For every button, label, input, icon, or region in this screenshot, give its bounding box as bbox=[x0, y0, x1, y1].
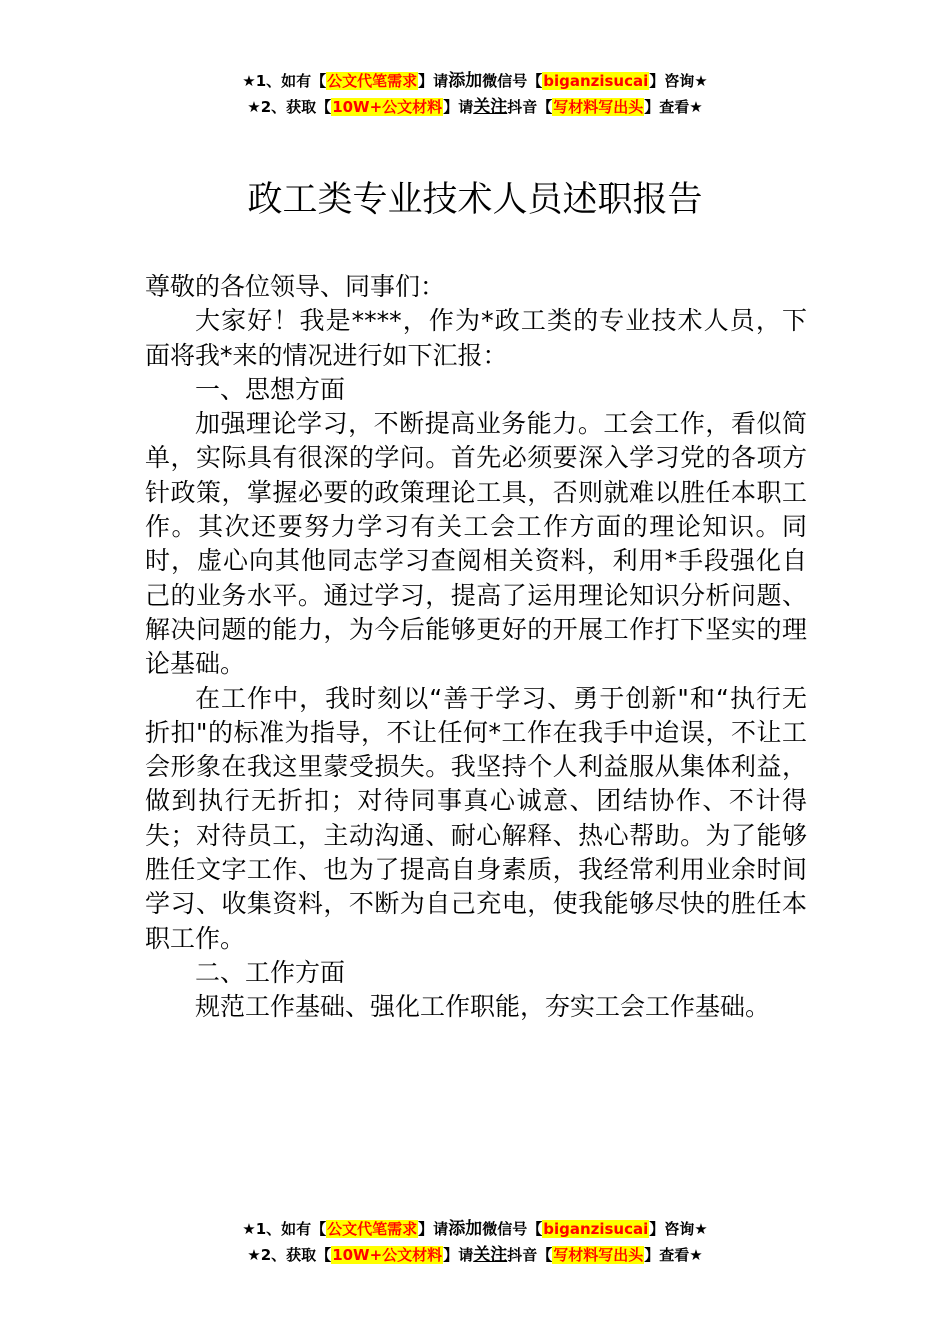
banner-douyin-name: 写材料写出头 bbox=[553, 1246, 644, 1264]
banner-text: 】请 bbox=[443, 1246, 474, 1264]
banner-text: 微信号【 bbox=[482, 1220, 543, 1238]
document-body bbox=[145, 270, 807, 1025]
banner-text: ★2、获取【 bbox=[247, 98, 332, 116]
banner-text: 】请 bbox=[418, 72, 449, 90]
banner-line-1 bbox=[0, 1216, 950, 1242]
top-banner bbox=[0, 68, 950, 120]
banner-text: 抖音【 bbox=[507, 98, 553, 116]
banner-text: ★2、获取【 bbox=[247, 1246, 332, 1264]
document-title: 政工类专业技术人员述职报告 bbox=[247, 180, 703, 220]
banner-douyin-name: 写材料写出头 bbox=[553, 98, 644, 116]
paragraph: 加强理论学习，不断提高业务能力。工会工作，看似简单，实际具有很深的学问。首先必须要深入学习党的各项方针政策，掌握必要的政策理论工具，否则就难以胜任本职工作。其次还要努力学习有关工会工作方面的理论知识。同时，虚心向其他同志学习查阅相关资料，利用*手段强化自己的业务水平。通过学习，提高了运用理论知识分析问题、解决问题的能力，为今后能够更好的开展工作打下坚实的理论基础。 bbox=[145, 409, 807, 679]
banner-text: 】咨询★ bbox=[649, 72, 708, 90]
banner-text: 】查看★ bbox=[644, 1246, 703, 1264]
paragraph: 在工作中，我时刻以“善于学习、勇于创新"和“执行无折扣"的标准为指导，不让任何*工作在我手中迨误，不让工会形象在我这里蒙受损失。我坚持个人利益服从集体利益，做到执行无折扣；对待同事真心诚意、团结协作、不计得失；对待员工，主动沟通、耐心解释、热心帮助。为了能够胜任文字工作、也为了提高自身素质，我经常利用业余时间学习、收集资料，不断为自己充电，使我能够尽快的胜任本职工作。 bbox=[145, 683, 807, 953]
banner-highlight: 公文代笔需求 bbox=[327, 1220, 418, 1238]
banner-line-1 bbox=[0, 68, 950, 94]
banner-text: 】查看★ bbox=[644, 98, 703, 116]
banner-text: ★1、如有【 bbox=[242, 72, 327, 90]
banner-highlight: 公文代笔需求 bbox=[327, 72, 418, 90]
banner-highlight: 10W+公文材料 bbox=[332, 1246, 443, 1264]
banner-text: ★1、如有【 bbox=[242, 1220, 327, 1238]
banner-emphasis: 关注 bbox=[473, 97, 508, 117]
banner-emphasis: 添加 bbox=[448, 71, 483, 91]
banner-text: 抖音【 bbox=[507, 1246, 553, 1264]
banner-wechat-id: biganzisucai bbox=[543, 72, 649, 90]
salutation: 尊敬的各位领导、同事们： bbox=[145, 272, 446, 301]
banner-text: 微信号【 bbox=[482, 72, 543, 90]
banner-emphasis: 关注 bbox=[473, 1245, 508, 1265]
section-heading: 一、思想方面 bbox=[195, 374, 346, 404]
banner-text: 】请 bbox=[443, 98, 474, 116]
paragraph: 规范工作基础、强化工作职能，夯实工会工作基础。 bbox=[195, 992, 771, 1022]
banner-text: 】请 bbox=[418, 1220, 449, 1238]
banner-highlight: 10W+公文材料 bbox=[332, 98, 443, 116]
banner-emphasis: 添加 bbox=[448, 1219, 483, 1239]
bottom-banner bbox=[0, 1216, 950, 1268]
paragraph: 大家好！我是****，作为*政工类的专业技术人员，下面将我*来的情况进行如下汇报： bbox=[145, 306, 807, 370]
banner-line-2 bbox=[0, 1242, 950, 1268]
banner-wechat-id: biganzisucai bbox=[543, 1220, 649, 1238]
banner-line-2 bbox=[0, 94, 950, 120]
section-heading: 二、工作方面 bbox=[195, 957, 346, 987]
banner-text: 】咨询★ bbox=[649, 1220, 708, 1238]
